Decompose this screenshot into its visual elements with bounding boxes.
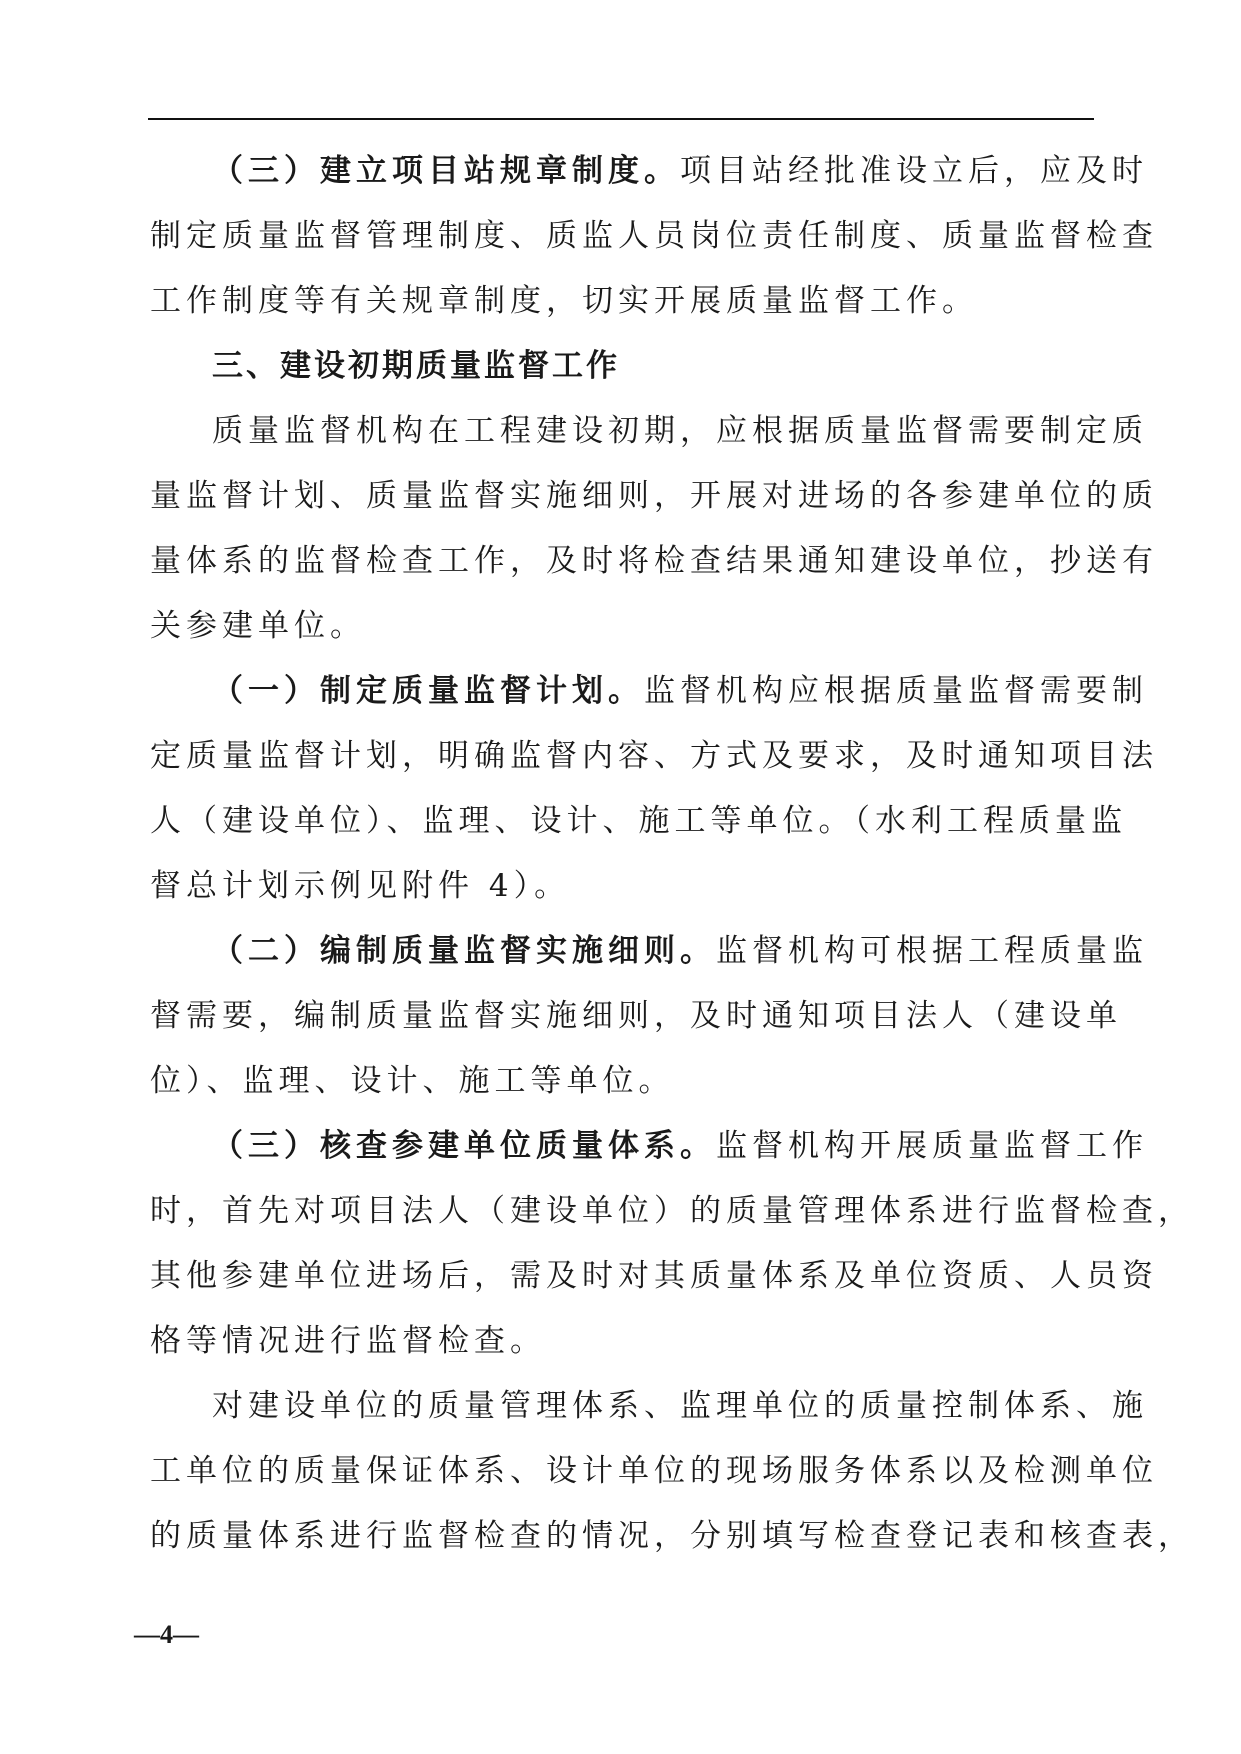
paragraph-line-22: 的质量体系进行监督检查的情况，分别填写检查登记表和核查表， [150, 1518, 1194, 1554]
paragraph-line-6: 量监督计划、质量监督实施细则，开展对进场的各参建单位的质 [150, 478, 1158, 514]
paragraph-line-14: 督需要，编制质量监督实施细则，及时通知项目法人（建设单 [150, 998, 1122, 1034]
paragraph-line-13 [212, 918, 1148, 984]
subsection-lead: （三）建立项目站规章制度。 [212, 153, 680, 189]
paragraph-line-5: 质量监督机构在工程建设初期，应根据质量监督需要制定质 [212, 413, 1148, 449]
header-rule [148, 118, 1094, 120]
page-number: —4— [134, 1620, 199, 1649]
subsection-lead: （一）制定质量监督计划。 [212, 673, 644, 709]
paragraph-line-19: 格等情况进行监督检查。 [150, 1323, 546, 1359]
line-text: 项目站经批准设立后，应及时 [680, 153, 1148, 189]
paragraph-line-16 [212, 1113, 1148, 1179]
paragraph-line-18: 其他参建单位进场后，需及时对其质量体系及单位资质、人员资 [150, 1258, 1158, 1294]
subsection-lead: （三）核查参建单位质量体系。 [212, 1128, 716, 1164]
section-heading: 三、建设初期质量监督工作 [212, 348, 620, 384]
paragraph-line-3: 工作制度等有关规章制度，切实开展质量监督工作。 [150, 283, 978, 319]
paragraph-line-9 [212, 658, 1148, 724]
subsection-lead: （二）编制质量监督实施细则。 [212, 933, 716, 969]
paragraph-line-7: 量体系的监督检查工作，及时将检查结果通知建设单位，抄送有 [150, 543, 1158, 579]
paragraph-line-17: 时，首先对项目法人（建设单位）的质量管理体系进行监督检查， [150, 1193, 1194, 1229]
paragraph-line-8: 关参建单位。 [150, 608, 366, 644]
line-text: 监督机构可根据工程质量监 [716, 933, 1148, 969]
paragraph-line-2: 制定质量监督管理制度、质监人员岗位责任制度、质量监督检查 [150, 218, 1158, 254]
paragraph-line-21: 工单位的质量保证体系、设计单位的现场服务体系以及检测单位 [150, 1453, 1158, 1489]
line-text: 监督机构应根据质量监督需要制 [644, 673, 1148, 709]
paragraph-line-15: 位）、监理、设计、施工等单位。 [150, 1063, 675, 1099]
paragraph-line-20: 对建设单位的质量管理体系、监理单位的质量控制体系、施 [212, 1388, 1148, 1424]
line-text: 监督机构开展质量监督工作 [716, 1128, 1148, 1164]
paragraph-line-11: 人（建设单位）、监理、设计、施工等单位。（水利工程质量监 [150, 803, 1127, 839]
paragraph-line-12: 督总计划示例见附件 4）。 [150, 868, 571, 904]
paragraph-line-1 [212, 138, 1148, 204]
paragraph-line-10: 定质量监督计划，明确监督内容、方式及要求，及时通知项目法 [150, 738, 1158, 774]
